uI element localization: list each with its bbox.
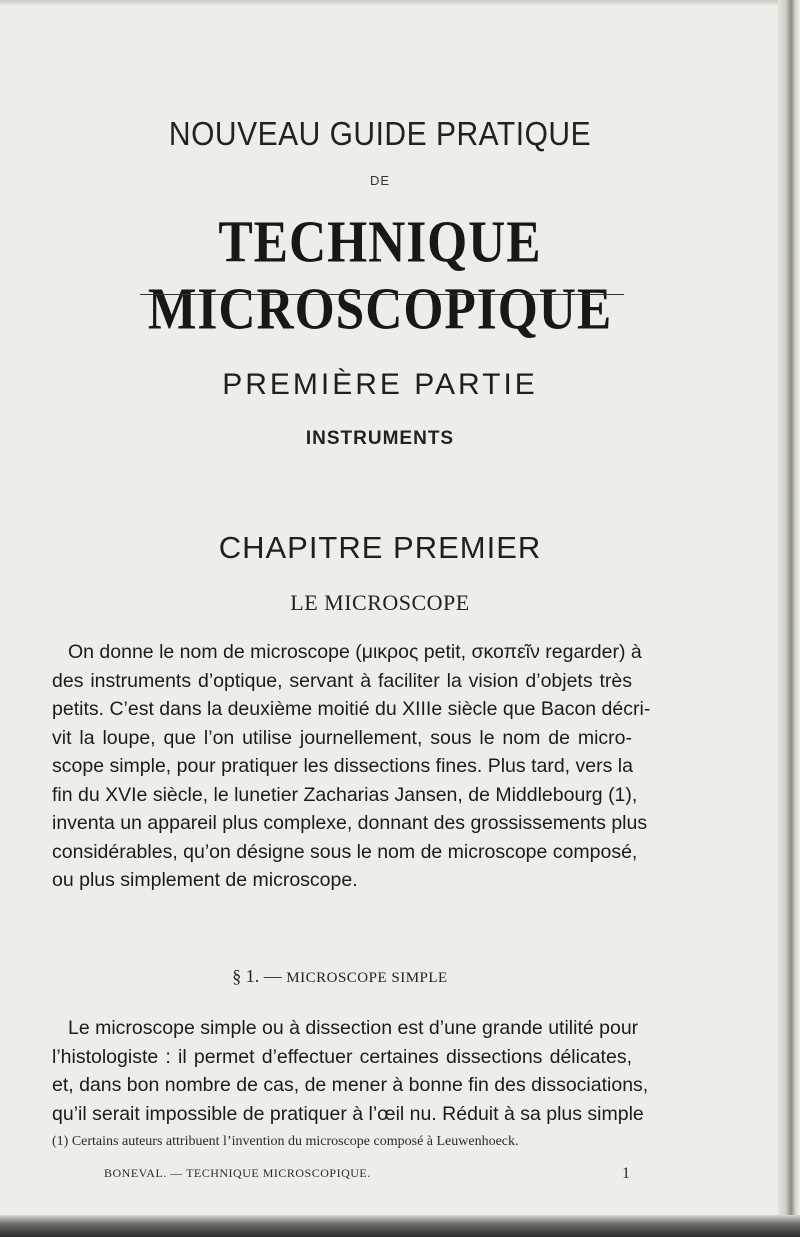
section-number: § 1. [232,966,260,986]
paragraph-line: On donne le nom de microscope (μικρος petit, σκοπεῖν regarder) à [68,641,642,663]
paragraph-line: qu’il serait impossible de pratiquer à l’œil nu. Réduit à sa plus simple [52,1102,644,1125]
page-edge-right [778,0,800,1237]
paragraph-line: vit la loupe, que l’on utilise journellement, sous le nom de micro- [52,726,632,749]
series-title: NOUVEAU GUIDE PRATIQUE [168,115,592,153]
paragraph-line: des instruments d’optique, servant à faciliter la vision d’objets très [52,669,632,692]
chapter-title: CHAPITRE PREMIER [218,530,542,565]
page-edge-bottom [0,1215,800,1237]
main-title: TECHNIQUE MICROSCOPIQUE [147,209,613,343]
paragraph-line: considérables, qu’on désigne sous le nom de microscope composé, [52,840,638,863]
section-heading [0,966,680,987]
paragraph-line: petits. C’est dans la deuxième moitié du XIIIe siècle que Bacon décri- [52,698,651,720]
footnote: (1) Certains auteurs attribuent l’invention du microscope composé à Leuwenhoeck. [52,1134,519,1149]
paragraph-line: scope simple, pour pratiquer les dissections fines. Plus tard, vers la [52,755,633,777]
title-rule [140,294,624,295]
top-shadow [0,0,800,6]
signature-mark: 1 [622,1165,630,1182]
section-dash: — [263,966,282,986]
paragraph-line: ou plus simplement de microscope. [52,869,358,891]
paragraph-line: inventa un appareil plus complexe, donnant des grossissements plus [52,812,648,834]
paragraph-line: et, dans bon nombre de cas, de mener à bonne fin des dissociations, [52,1074,649,1096]
title-connector: DE [369,173,391,188]
running-footer: BONEVAL. — TECHNIQUE MICROSCOPIQUE. [104,1166,371,1180]
paragraph-simple-microscope [52,1014,649,1128]
chapter-subtitle: LE MICROSCOPE [290,590,470,615]
paragraph-line: l’histologiste : il permet d’effectuer certaines dissections délicates, [52,1045,632,1068]
part-subtitle: INSTRUMENTS [305,428,455,449]
paragraph-line: Le microscope simple ou à dissection est d’une grande utilité pour [68,1017,639,1039]
paragraph-line: fin du XVIe siècle, le lunetier Zacharias Jansen, de Middlebourg (1), [52,783,638,806]
section-title: MICROSCOPE SIMPLE [286,970,448,986]
paragraph-intro [52,638,651,895]
part-title: PREMIÈRE PARTIE [222,368,538,401]
